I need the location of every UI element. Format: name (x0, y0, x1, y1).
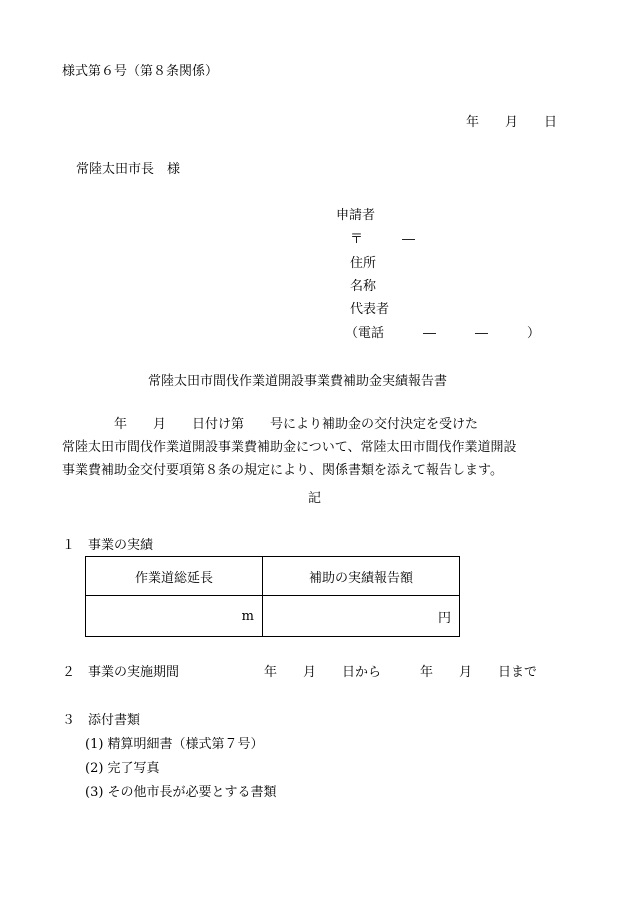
section2-heading: ２ 事業の実施期間 (62, 665, 180, 680)
results-table (85, 556, 460, 637)
table-header-row (86, 557, 460, 596)
table-value-row (86, 596, 460, 637)
subsidy-amount-header: 補助の実績報告額 (263, 557, 460, 596)
address-label: 住所 (350, 256, 377, 271)
total-length-header: 作業道総延長 (86, 557, 263, 596)
document-title: 常陸太田市間伐作業道開設事業費補助金実績報告書 (148, 374, 448, 389)
body-line: 常陸太田市間伐作業道開設事業費補助金について、常陸太田市間伐作業道開設 (62, 440, 517, 455)
postal-code-line: 〒 ― (350, 232, 416, 247)
ki-marker: 記 (308, 491, 322, 506)
addressee: 常陸太田市長 様 (76, 162, 181, 177)
representative-label: 代表者 (350, 302, 390, 317)
date-line: 年 月 日 (466, 115, 558, 130)
section3-heading: ３ 添付書類 (62, 713, 141, 728)
subsidy-amount-cell: 円 (263, 596, 460, 637)
attachment-item: (2) 完了写真 (85, 761, 160, 776)
phone-line: （電話 ― ― ） (345, 326, 541, 341)
section1-heading: １ 事業の実績 (62, 538, 154, 553)
body-line: 事業費補助金交付要項第８条の規定により、関係書類を添えて報告します。 (62, 463, 503, 478)
attachment-item: (3) その他市長が必要とする書類 (85, 785, 277, 800)
implementation-period: 年 月 日から 年 月 日まで (264, 665, 538, 680)
form-number: 様式第６号（第８条関係） (62, 64, 219, 79)
body-paragraph (62, 413, 582, 482)
total-length-cell: m (86, 596, 263, 637)
body-line: 年 月 日付け第 号により補助金の交付決定を受けた (62, 417, 479, 432)
applicant-label: 申請者 (336, 208, 376, 223)
name-label: 名称 (350, 279, 377, 294)
attachment-item: (1) 精算明細書（様式第７号） (85, 737, 264, 752)
